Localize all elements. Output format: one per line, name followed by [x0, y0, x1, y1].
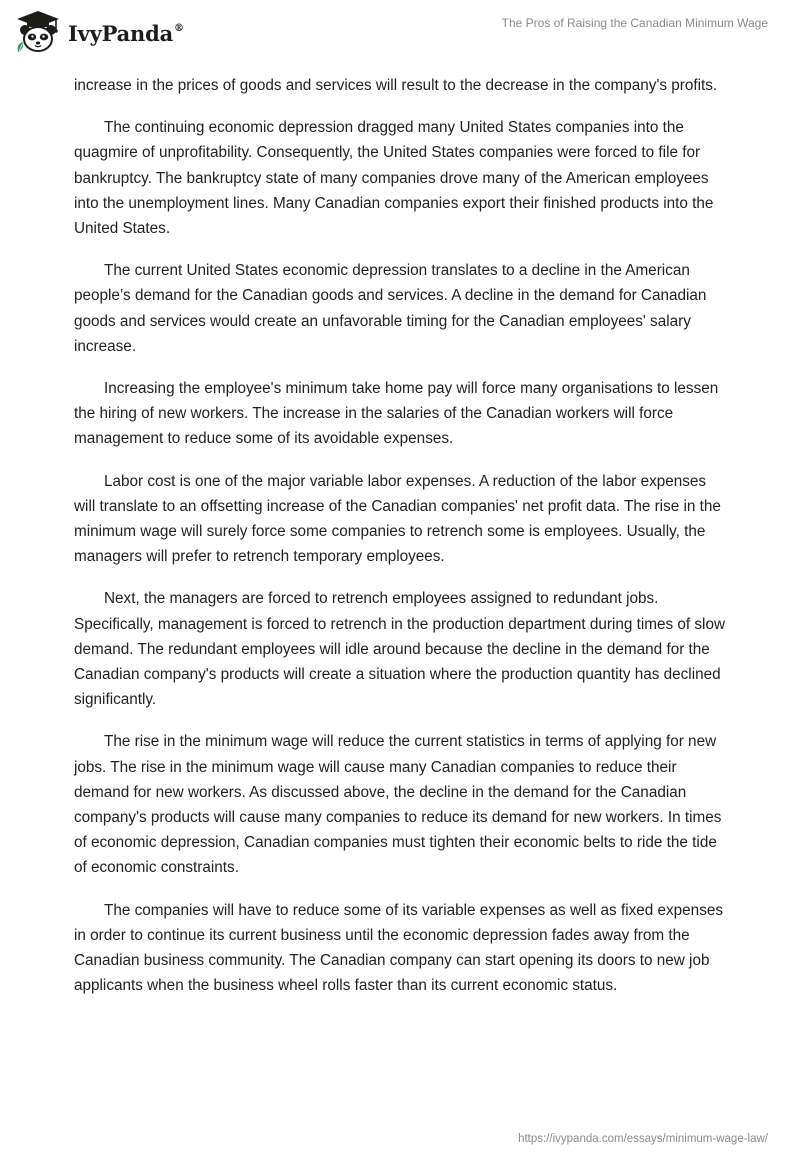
paragraph: The rise in the minimum wage will reduce the current statistics in terms of applying for new jobs. The rise in the minimum wage will cause many Canadian companies to reduce their demand for new workers. As discussed above, the decline in the demand for the Canadian company's products will cause many companies to reduce its demand for new workers. In times of economic depression, Canadian companies must tighten their economic belts to ride the tide of economic constraints. [74, 733, 722, 877]
essay-body [74, 73, 730, 1016]
paragraph: increase in the prices of goods and services will result to the decrease in the company's profits. [74, 77, 718, 94]
registered-mark: ® [174, 22, 184, 34]
source-url[interactable]: https://ivypanda.com/essays/minimum-wage-law/ [518, 1133, 768, 1145]
ivypanda-logo[interactable] [14, 8, 184, 56]
panda-graduate-icon [14, 8, 62, 56]
paragraph: The current United States economic depression translates to a decline in the American people’s demand for the Canadian goods and services. A decline in the demand for Canadian goods and services would create an unfavorable timing for the Canadian employees' salary increase. [74, 262, 707, 355]
paragraph: Increasing the employee's minimum take home pay will force many organisations to lessen the hiring of new workers. The increase in the salaries of the Canadian workers will force management to reduce some of its avoidable expenses. [74, 380, 719, 448]
paragraph: Next, the managers are forced to retrench employees assigned to redundant jobs. Specifically, management is forced to retrench in the production department during times of slow demand. The redundant employees will idle around because the decline in the demand for the Canadian company's products will create a situation where the production quantity has declined significantly. [74, 590, 726, 709]
paragraph: The continuing economic depression dragged many United States companies into the quagmire of unprofitability. Consequently, the United States companies were forced to file for bankruptcy. The bankruptcy state of many companies drove many of the American employees into the unemployment lines. Many Canadian companies export their finished products into the United States. [74, 119, 714, 238]
brand-name [68, 21, 184, 46]
page-header [0, 0, 800, 70]
paragraph: Labor cost is one of the major variable labor expenses. A reduction of the labor expenses will translate to an offsetting increase of the Canadian companies' net profit data. The rise in the minimum wage will surely force some companies to retrench some is employees. Usually, the managers will prefer to retrench temporary employees. [74, 472, 721, 566]
paragraph: The companies will have to reduce some of its variable expenses as well as fixed expenses in order to continue its current business until the economic depression fades away from the Canadian business community. The Canadian company can start opening its doors to new job applicants when the business wheel rolls faster than its current economic status. [74, 901, 723, 995]
brand-name-text: IvyPanda [68, 20, 174, 46]
document-title: The Pros of Raising the Canadian Minimum Wage [501, 16, 768, 30]
